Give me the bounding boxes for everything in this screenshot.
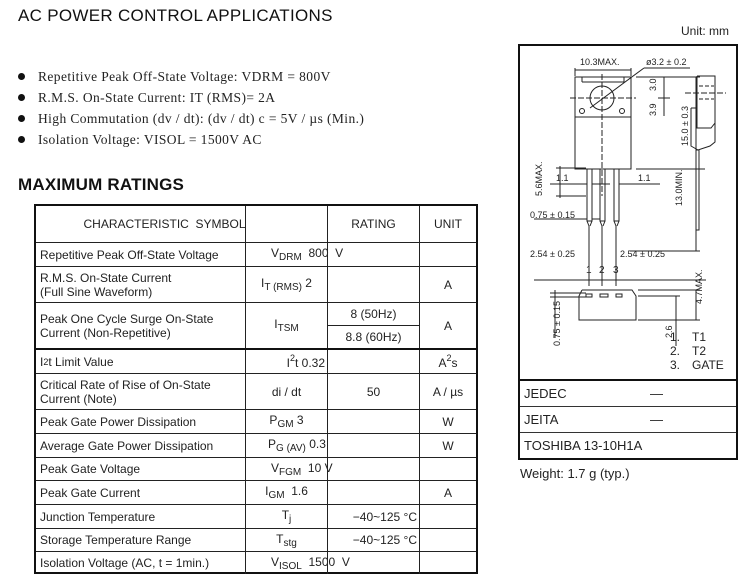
pin-item: 3. GATE — [670, 358, 724, 372]
svg-text:3: 3 — [613, 265, 619, 276]
feature-list — [18, 66, 364, 150]
svg-text:1.1: 1.1 — [556, 173, 569, 183]
svg-text:2.54 ± 0.25: 2.54 ± 0.25 — [530, 249, 575, 259]
page-title: AC POWER CONTROL APPLICATIONS — [18, 6, 333, 25]
svg-text:15.0 ± 0.3: 15.0 ± 0.3 — [680, 106, 690, 146]
feature-item: R.M.S. On-State Current: IT (RMS)= 2A — [18, 87, 364, 108]
table-row: R.M.S. On-State Current (Full Sine Waveform) $I_{T (RMS)}$ 2 A — [36, 267, 476, 303]
svg-text:10.3MAX.: 10.3MAX. — [580, 57, 620, 67]
table-row: Junction Temperature $T_j$ −40~125 °C — [36, 505, 476, 529]
table-row: Peak Gate Current $I_{GM}$ 1.6 A — [36, 481, 476, 505]
table-row: Peak Gate Voltage $V_{FGM}$ 10 V — [36, 458, 476, 481]
feature-item: High Commutation (dv / dt): (dv / dt) c = 5V / µs (Min.) — [18, 108, 364, 129]
table-row: I 2 t Limit Value $I^2t$ 0.32 $A^2s$ — [36, 350, 476, 374]
table-row: Repetitive Peak Off-State Voltage $V_{DRM}$ 800 V — [36, 243, 476, 267]
svg-text:0.75 ± 0.15: 0.75 ± 0.15 — [530, 210, 575, 220]
feature-item: Repetitive Peak Off-State Voltage: VDRM = 800V — [18, 66, 364, 87]
header-unit: UNIT — [434, 217, 462, 231]
bullet-icon — [18, 136, 25, 143]
unit-label: Unit: mm — [681, 24, 729, 38]
table-header — [36, 206, 476, 243]
svg-text:2.54 ± 0.25: 2.54 ± 0.25 — [620, 249, 665, 259]
svg-text:4.7MAX.: 4.7MAX. — [694, 269, 704, 304]
svg-text:5.6MAX.: 5.6MAX. — [534, 161, 544, 196]
package-outline-panel — [518, 44, 738, 460]
section-title: MAXIMUM RATINGS — [18, 175, 185, 194]
ratings-table — [34, 204, 478, 574]
table-row: Storage Temperature Range $T_{stg}$ −40~125 °C — [36, 529, 476, 552]
svg-text:2.6: 2.6 — [664, 325, 674, 338]
svg-text:3.0: 3.0 — [648, 78, 658, 91]
bullet-icon — [18, 115, 25, 122]
standard-row-toshiba: TOSHIBA 13-10H1A — [520, 432, 736, 458]
svg-text:1.1: 1.1 — [638, 173, 651, 183]
header-rating: RATING — [328, 206, 420, 242]
svg-text:1: 1 — [586, 265, 592, 276]
table-row: Isolation Voltage (AC, t = 1min.) $V_{ISOL}$ 1500 V — [36, 552, 476, 574]
table-row: Peak One Cycle Surge On-State Current (Non-Repetitive) $I_{TSM}$ 8 (50Hz) 8.8 (60Hz) A — [36, 303, 476, 350]
pin-assignment-list — [670, 330, 724, 372]
header-characteristic: CHARACTERISTIC SYMBOL — [36, 206, 246, 242]
feature-item: Isolation Voltage: VISOL = 1500V AC — [18, 129, 364, 150]
pin-item: 1. T1 — [670, 330, 707, 344]
bullet-icon — [18, 94, 25, 101]
table-row: Critical Rate of Rise of On-State Current (Note) di / dt 50 A / µs — [36, 374, 476, 410]
bullet-icon — [18, 73, 25, 80]
svg-text:3.9: 3.9 — [648, 103, 658, 116]
svg-text:13.0MIN.: 13.0MIN. — [674, 169, 684, 206]
standard-row-jedec: JEDEC — — [520, 379, 736, 406]
svg-text:ø3.2 ± 0.2: ø3.2 ± 0.2 — [646, 57, 687, 67]
table-row: Peak Gate Power Dissipation $P_{GM}$ 3 W — [36, 410, 476, 434]
standard-row-jeita: JEITA — — [520, 406, 736, 432]
weight-label: Weight: 1.7 g (typ.) — [520, 466, 630, 481]
pin-item: 2. T2 — [670, 344, 707, 358]
svg-text:0.75 ± 0.15: 0.75 ± 0.15 — [552, 301, 562, 346]
table-row: Average Gate Power Dissipation $P_{G (AV)}$ 0.3 W — [36, 434, 476, 458]
svg-text:2: 2 — [599, 265, 605, 276]
